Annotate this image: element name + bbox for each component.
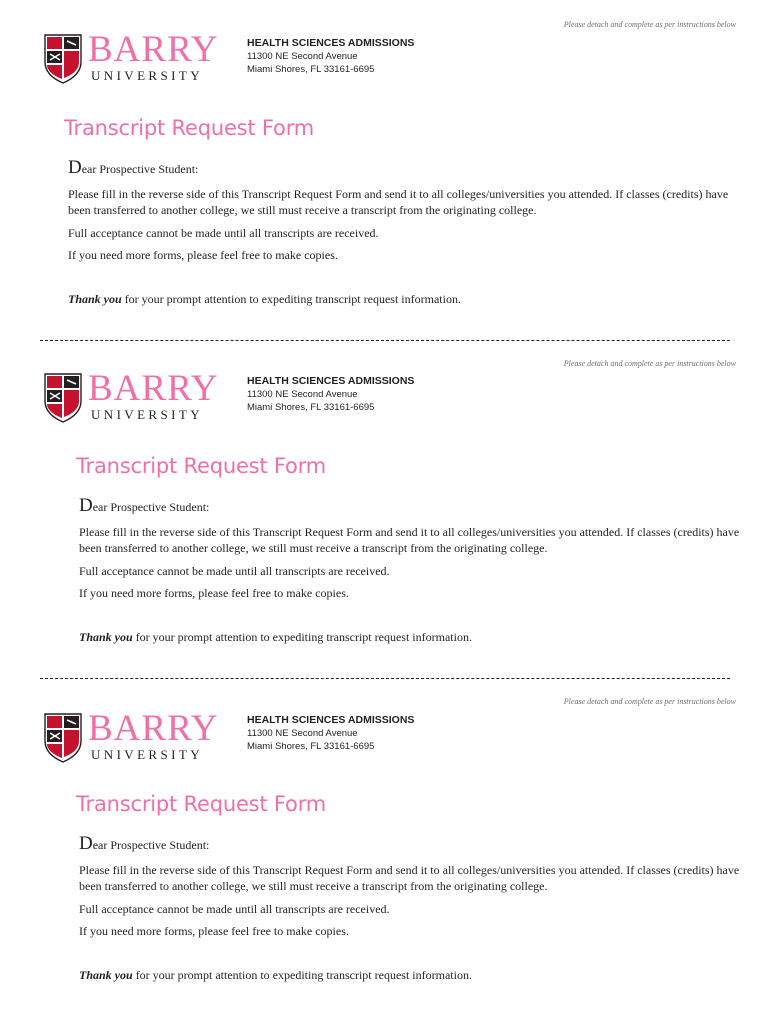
thank-you-line [68, 292, 461, 307]
logo-subword: UNIVERSITY [91, 68, 203, 83]
thank-you-bold: Thank you [79, 968, 133, 982]
salutation-text: ear Prospective Student: [81, 162, 199, 176]
logo-wordmark: BARRY [88, 368, 219, 409]
crest-icon [44, 34, 82, 84]
street-address: 11300 NE Second Avenue [247, 728, 358, 739]
copies-note: If you need more forms, please feel free to make copies. [68, 248, 338, 262]
detach-note: Please detach and complete as per instructions below [563, 20, 736, 29]
street-address: 11300 NE Second Avenue [247, 51, 358, 62]
detach-line [40, 340, 730, 341]
barry-university-logo [44, 708, 224, 769]
instructions-paragraph: Please fill in the reverse side of this Transcript Request Form and send it to all colleges/universities you attended. If classes (credits) have been transferred to another college, we still must receive a transcript from the originating college. [79, 863, 740, 893]
barry-university-logo [44, 29, 224, 90]
salutation [79, 833, 209, 855]
instructions-paragraph: Please fill in the reverse side of this Transcript Request Form and send it to all colleges/universities you attended. If classes (credits) have been transferred to another college, we still must receive a transcript from the originating college. [79, 525, 740, 555]
instructions-paragraph: Please fill in the reverse side of this Transcript Request Form and send it to all colleges/universities you attended. If classes (credits) have been transferred to another college, we still must receive a transcript from the originating college. [68, 187, 729, 217]
thank-you-text: for your prompt attention to expediting transcript request information. [132, 630, 472, 644]
salutation-text: ear Prospective Student: [92, 500, 210, 514]
detach-note: Please detach and complete as per instructions below [563, 359, 736, 368]
barry-university-logo [44, 368, 224, 429]
detach-line [40, 678, 730, 679]
logo-subword: UNIVERSITY [91, 747, 203, 762]
admissions-address [247, 37, 414, 76]
detach-note: Please detach and complete as per instructions below [563, 697, 736, 706]
salutation-text: ear Prospective Student: [92, 838, 210, 852]
city-address: Miami Shores, FL 33161-6695 [247, 402, 375, 413]
logo-subword: UNIVERSITY [91, 407, 203, 422]
acceptance-note: Full acceptance cannot be made until all transcripts are received. [79, 902, 390, 916]
admissions-address [247, 375, 414, 414]
copies-note: If you need more forms, please feel free to make copies. [79, 586, 349, 600]
logo-wordmark: BARRY [88, 708, 219, 749]
form-title: Transcript Request Form [76, 454, 327, 478]
acceptance-note: Full acceptance cannot be made until all transcripts are received. [79, 564, 390, 578]
form-title: Transcript Request Form [64, 116, 315, 140]
salutation-initial: D [68, 157, 82, 178]
thank-you-line [79, 968, 472, 983]
salutation [79, 495, 209, 517]
department-name: HEALTH SCIENCES ADMISSIONS [247, 375, 415, 387]
thank-you-text: for your prompt attention to expediting transcript request information. [121, 292, 461, 306]
thank-you-line [79, 630, 472, 645]
thank-you-bold: Thank you [68, 292, 122, 306]
salutation-initial: D [79, 495, 93, 516]
crest-icon [44, 373, 82, 423]
city-address: Miami Shores, FL 33161-6695 [247, 741, 375, 752]
crest-icon [44, 713, 82, 763]
department-name: HEALTH SCIENCES ADMISSIONS [247, 714, 415, 726]
salutation [68, 157, 198, 179]
department-name: HEALTH SCIENCES ADMISSIONS [247, 37, 415, 49]
city-address: Miami Shores, FL 33161-6695 [247, 64, 375, 75]
salutation-initial: D [79, 833, 93, 854]
street-address: 11300 NE Second Avenue [247, 389, 358, 400]
copies-note: If you need more forms, please feel free to make copies. [79, 924, 349, 938]
thank-you-text: for your prompt attention to expediting transcript request information. [132, 968, 472, 982]
admissions-address [247, 714, 414, 753]
form-title: Transcript Request Form [76, 792, 327, 816]
acceptance-note: Full acceptance cannot be made until all transcripts are received. [68, 226, 379, 240]
thank-you-bold: Thank you [79, 630, 133, 644]
logo-wordmark: BARRY [88, 29, 219, 70]
